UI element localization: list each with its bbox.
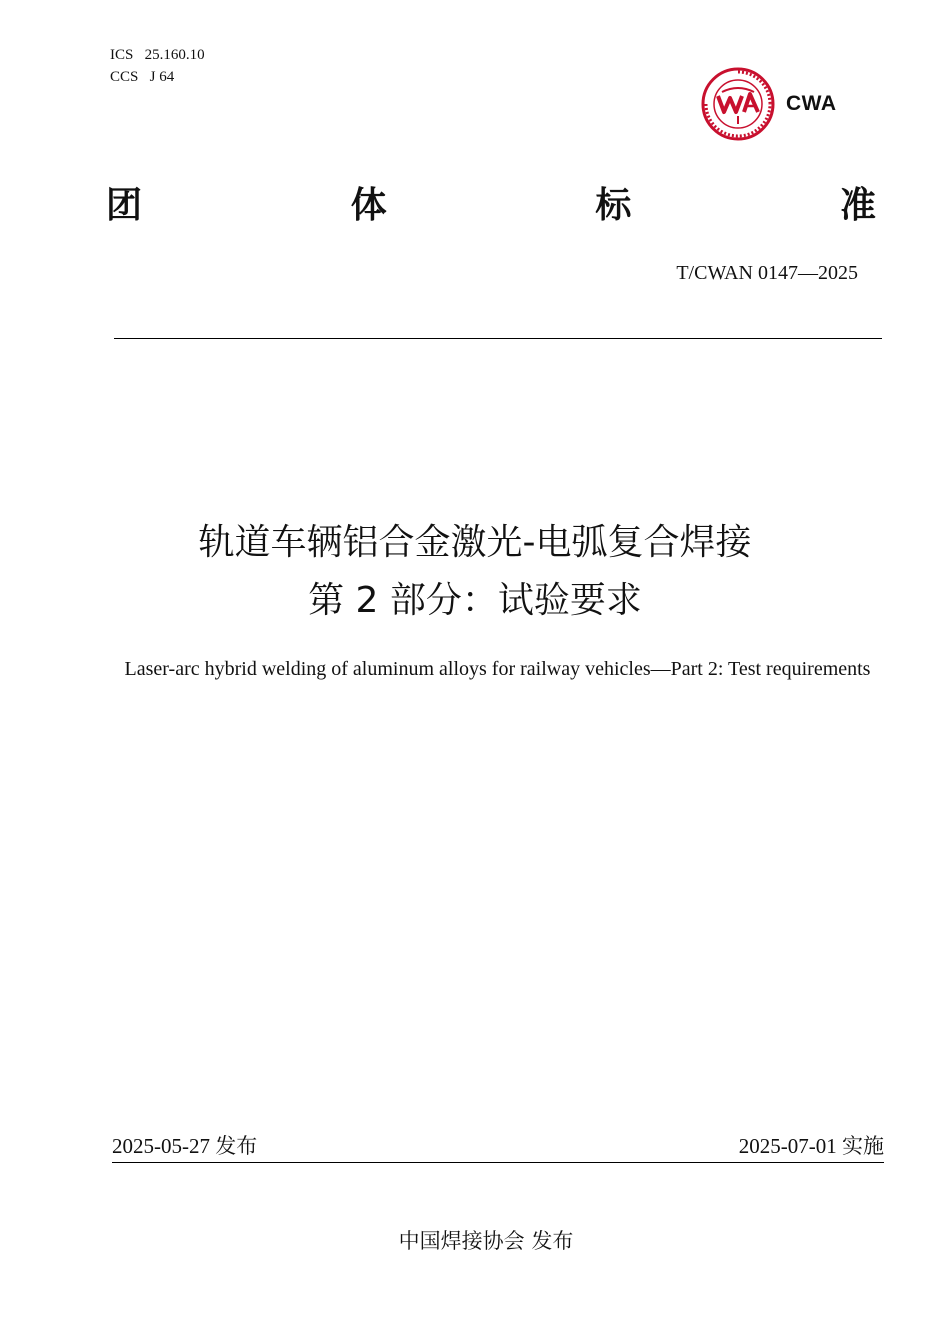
classification-codes xyxy=(110,44,205,88)
standard-number: T/CWAN 0147—2025 xyxy=(676,262,858,284)
heading-char-2: 体 xyxy=(350,185,387,226)
cwa-emblem-icon xyxy=(700,66,778,142)
implement-date: 2025-07-01 xyxy=(738,1134,837,1158)
ics-code: ICS 25.160.10 xyxy=(110,47,205,63)
title-chinese-line-2: 第 2 部分：试验要求 xyxy=(308,580,642,621)
heading-char-1: 团 xyxy=(106,185,143,226)
publish-label: 发布 xyxy=(215,1134,258,1158)
publisher-line: 中国焊接协会 发布 xyxy=(398,1229,574,1253)
publish-date: 2025-05-27 xyxy=(112,1134,210,1158)
heading-char-4: 准 xyxy=(839,185,876,226)
publish-date-block xyxy=(112,1132,257,1160)
top-divider xyxy=(114,338,882,339)
bottom-divider xyxy=(112,1162,884,1163)
logo-wordmark: CWA xyxy=(786,92,837,115)
implement-label: 实施 xyxy=(842,1134,884,1158)
implement-date-block xyxy=(739,1132,884,1160)
heading-char-3: 标 xyxy=(595,185,632,226)
cwa-logo xyxy=(700,66,850,142)
title-english: Laser-arc hybrid welding of aluminum alloys for railway vehicles—Part 2: Test requirements xyxy=(124,658,871,680)
title-chinese-line-1: 轨道车辆铝合金激光-电弧复合焊接 xyxy=(198,522,752,563)
ccs-code: CCS J 64 xyxy=(110,69,175,85)
standard-type-heading xyxy=(106,184,876,228)
